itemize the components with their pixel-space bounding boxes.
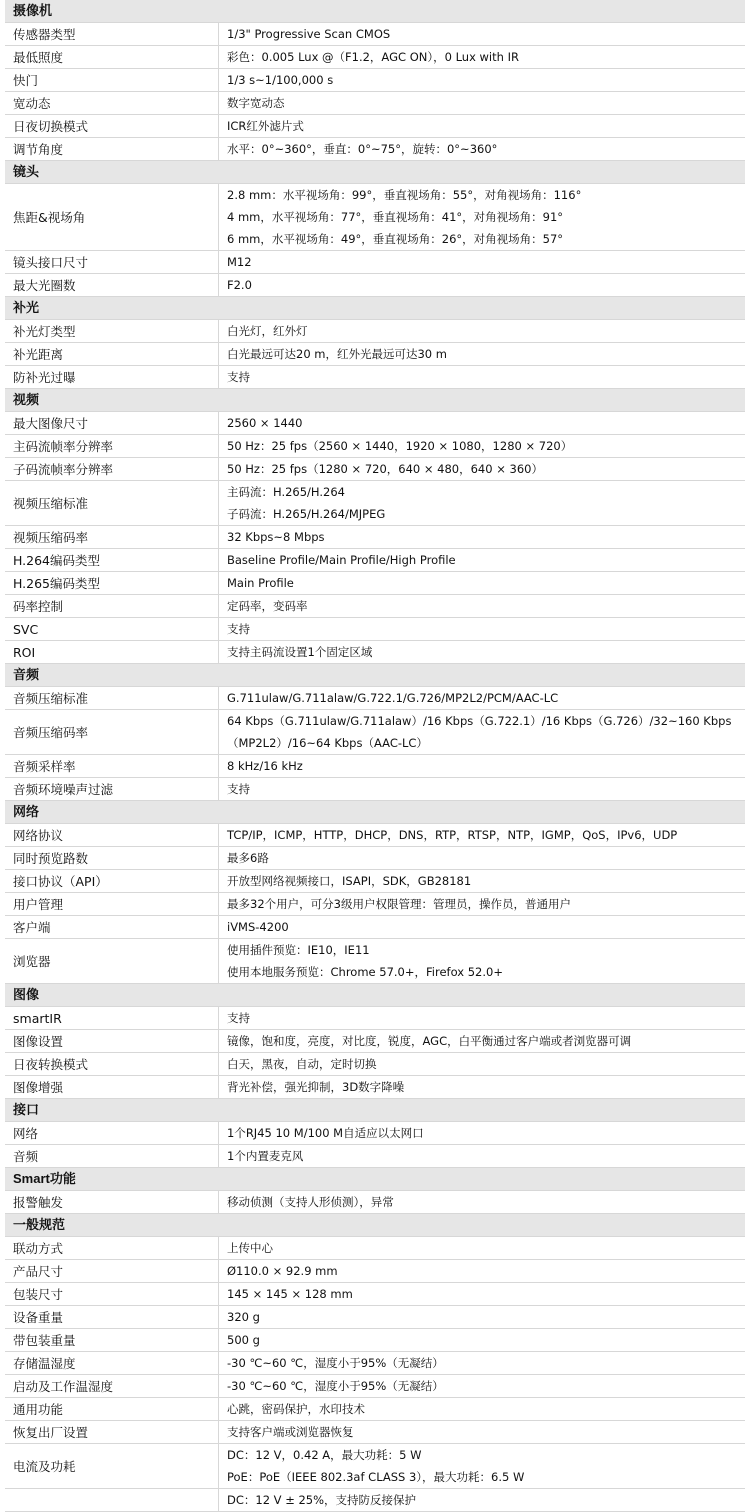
spec-value-line: 开放型网络视频接口，ISAPI，SDK，GB28181 <box>227 874 472 888</box>
spec-row <box>5 870 745 893</box>
spec-value <box>219 939 745 983</box>
spec-row <box>5 824 745 847</box>
spec-label: 报警触发 <box>5 1191 219 1213</box>
spec-value <box>219 251 745 273</box>
spec-value-line: 数字宽动态 <box>227 96 285 110</box>
spec-label: 最大光圈数 <box>5 274 219 296</box>
spec-value <box>219 641 745 663</box>
spec-row <box>5 1076 745 1099</box>
spec-value-line: 白天，黑夜，自动，定时切换 <box>227 1057 377 1071</box>
spec-label: 防补光过曝 <box>5 366 219 388</box>
spec-label: 带包装重量 <box>5 1329 219 1351</box>
spec-row <box>5 1306 745 1329</box>
spec-value-line: 移动侦测（支持人形侦测），异常 <box>227 1195 394 1209</box>
spec-value-line: 主码流：H.265/H.264 <box>227 485 345 499</box>
spec-value <box>219 138 745 160</box>
spec-value <box>219 1489 745 1511</box>
spec-row <box>5 366 745 389</box>
spec-value <box>219 115 745 137</box>
spec-row <box>5 1191 745 1214</box>
spec-row <box>5 687 745 710</box>
spec-value-line: 320 g <box>227 1310 260 1324</box>
spec-value <box>219 1260 745 1282</box>
spec-value-line: TCP/IP，ICMP，HTTP，DHCP，DNS，RTP，RTSP，NTP，IGMP，QoS，IPv6，UDP <box>227 828 678 842</box>
section-title: 音频 <box>13 667 40 682</box>
spec-value-line: 145 × 145 × 128 mm <box>227 1287 353 1301</box>
spec-value-line: 8 kHz/16 kHz <box>227 759 303 773</box>
spec-value-line: 白光最远可达20 m，红外光最远可达30 m <box>227 347 447 361</box>
spec-label: 补光距离 <box>5 343 219 365</box>
section-title: Smart功能 <box>13 1171 76 1186</box>
spec-row <box>5 138 745 161</box>
spec-value-line: DC：12 V ± 25%，支持防反接保护 <box>227 1493 417 1507</box>
section-header <box>5 0 745 23</box>
spec-label: smartIR <box>5 1007 219 1029</box>
spec-label: 焦距&视场角 <box>5 184 219 250</box>
spec-label: 传感器类型 <box>5 23 219 45</box>
spec-label: 接口协议（API） <box>5 870 219 892</box>
spec-row <box>5 755 745 778</box>
spec-label: 码率控制 <box>5 595 219 617</box>
spec-label: 用户管理 <box>5 893 219 915</box>
section-title: 摄像机 <box>13 3 53 18</box>
spec-value <box>219 1076 745 1098</box>
spec-row <box>5 916 745 939</box>
spec-value-line: Main Profile <box>227 576 294 590</box>
spec-label: 视频压缩码率 <box>5 526 219 548</box>
spec-value <box>219 23 745 45</box>
spec-value <box>219 1145 745 1167</box>
spec-value-line: 支持主码流设置1个固定区域 <box>227 645 373 659</box>
spec-label: 音频压缩码率 <box>5 710 219 754</box>
spec-value-line: M12 <box>227 255 252 269</box>
spec-value-line: 镜像，饱和度，亮度，对比度，锐度，AGC，白平衡通过客户端或者浏览器可调 <box>227 1034 632 1048</box>
spec-row <box>5 1352 745 1375</box>
spec-row <box>5 115 745 138</box>
spec-row <box>5 595 745 618</box>
spec-label: 最大图像尺寸 <box>5 412 219 434</box>
spec-value-line: 背光补偿，强光抑制，3D数字降噪 <box>227 1080 405 1094</box>
spec-row <box>5 412 745 435</box>
spec-label <box>5 1489 219 1511</box>
section-title: 一般规范 <box>13 1217 66 1232</box>
spec-value-line: -30 ℃~60 ℃，湿度小于95%（无凝结） <box>227 1379 444 1393</box>
spec-value <box>219 1053 745 1075</box>
spec-label: 日夜切换模式 <box>5 115 219 137</box>
spec-value <box>219 184 745 250</box>
section-header <box>5 664 745 687</box>
spec-value <box>219 549 745 571</box>
spec-row <box>5 572 745 595</box>
spec-label: 电流及功耗 <box>5 1444 219 1488</box>
spec-value <box>219 710 745 754</box>
spec-value <box>219 412 745 434</box>
section-header <box>5 984 745 1007</box>
section-title: 镜头 <box>13 164 40 179</box>
spec-row <box>5 1122 745 1145</box>
spec-value <box>219 1421 745 1443</box>
spec-value-line: 使用本地服务预览：Chrome 57.0+，Firefox 52.0+ <box>227 965 503 979</box>
spec-label: 宽动态 <box>5 92 219 114</box>
spec-value-line: 1/3 s~1/100,000 s <box>227 73 334 87</box>
spec-row <box>5 1145 745 1168</box>
spec-value-line: 上传中心 <box>227 1241 273 1255</box>
spec-value-line: 1个RJ45 10 M/100 M自适应以太网口 <box>227 1126 424 1140</box>
spec-label: 子码流帧率分辨率 <box>5 458 219 480</box>
spec-value <box>219 687 745 709</box>
spec-label: 镜头接口尺寸 <box>5 251 219 273</box>
spec-label: 图像增强 <box>5 1076 219 1098</box>
spec-label: 图像设置 <box>5 1030 219 1052</box>
spec-label: H.265编码类型 <box>5 572 219 594</box>
spec-label: 浏览器 <box>5 939 219 983</box>
spec-value-line: 定码率，变码率 <box>227 599 308 613</box>
spec-value-line: 水平：0°~360°，垂直：0°~75°，旋转：0°~360° <box>227 142 498 156</box>
spec-value-line: 4 mm，水平视场角：77°，垂直视场角：41°，对角视场角：91° <box>227 210 564 224</box>
spec-row <box>5 618 745 641</box>
spec-value-line: 支持 <box>227 370 250 384</box>
section-header <box>5 1168 745 1191</box>
section-header <box>5 389 745 412</box>
spec-label: ROI <box>5 641 219 663</box>
spec-value <box>219 1030 745 1052</box>
spec-value-line: 1/3" Progressive Scan CMOS <box>227 27 391 41</box>
section-title: 网络 <box>13 804 40 819</box>
spec-row <box>5 1489 745 1512</box>
spec-value <box>219 618 745 640</box>
spec-value-line: 白光灯，红外灯 <box>227 324 308 338</box>
spec-value <box>219 69 745 91</box>
spec-value-line: 1个内置麦克风 <box>227 1149 304 1163</box>
spec-value <box>219 1398 745 1420</box>
spec-label: 主码流帧率分辨率 <box>5 435 219 457</box>
spec-row <box>5 274 745 297</box>
spec-value <box>219 1329 745 1351</box>
spec-value-line: 支持 <box>227 622 250 636</box>
section-title: 图像 <box>13 987 40 1002</box>
spec-value-line: Ø110.0 × 92.9 mm <box>227 1264 338 1278</box>
spec-value <box>219 46 745 68</box>
section-header <box>5 1099 745 1122</box>
spec-row <box>5 343 745 366</box>
spec-label: 音频环境噪声过滤 <box>5 778 219 800</box>
spec-value-line: 32 Kbps~8 Mbps <box>227 530 325 544</box>
spec-value <box>219 92 745 114</box>
spec-label: 启动及工作温湿度 <box>5 1375 219 1397</box>
spec-value <box>219 1352 745 1374</box>
spec-value-line: 最多6路 <box>227 851 269 865</box>
spec-value <box>219 1375 745 1397</box>
spec-row <box>5 46 745 69</box>
spec-row <box>5 458 745 481</box>
spec-row <box>5 251 745 274</box>
spec-value <box>219 481 745 525</box>
spec-row <box>5 1053 745 1076</box>
spec-label: 联动方式 <box>5 1237 219 1259</box>
spec-label: 视频压缩标准 <box>5 481 219 525</box>
spec-value <box>219 916 745 938</box>
spec-label: 快门 <box>5 69 219 91</box>
spec-value <box>219 847 745 869</box>
spec-row <box>5 23 745 46</box>
section-header <box>5 297 745 320</box>
spec-value-line: ICR红外滤片式 <box>227 119 304 133</box>
section-title: 接口 <box>13 1102 40 1117</box>
spec-value-line: G.711ulaw/G.711alaw/G.722.1/G.726/MP2L2/PCM/AAC-LC <box>227 691 559 705</box>
spec-row <box>5 1421 745 1444</box>
spec-value-line: 50 Hz：25 fps（1280 × 720，640 × 480，640 × 360） <box>227 462 543 476</box>
spec-value <box>219 1122 745 1144</box>
spec-value <box>219 366 745 388</box>
spec-row <box>5 847 745 870</box>
spec-value-line: 支持 <box>227 1011 250 1025</box>
spec-value-line: 子码流：H.265/H.264/MJPEG <box>227 507 386 521</box>
spec-row <box>5 320 745 343</box>
spec-label: 恢复出厂设置 <box>5 1421 219 1443</box>
section-title: 补光 <box>13 300 40 315</box>
spec-value <box>219 526 745 548</box>
spec-label: 音频采样率 <box>5 755 219 777</box>
spec-label: 最低照度 <box>5 46 219 68</box>
spec-value-line: 6 mm，水平视场角：49°，垂直视场角：26°，对角视场角：57° <box>227 232 564 246</box>
spec-value-line: iVMS-4200 <box>227 920 289 934</box>
spec-row <box>5 1283 745 1306</box>
spec-label: 日夜转换模式 <box>5 1053 219 1075</box>
spec-label: SVC <box>5 618 219 640</box>
spec-label: 包装尺寸 <box>5 1283 219 1305</box>
spec-row <box>5 481 745 526</box>
spec-row <box>5 435 745 458</box>
spec-label: H.264编码类型 <box>5 549 219 571</box>
spec-value-line: 500 g <box>227 1333 260 1347</box>
spec-value-line: 使用插件预览：IE10，IE11 <box>227 943 370 957</box>
spec-table <box>5 0 745 1512</box>
spec-value-line: F2.0 <box>227 278 252 292</box>
section-header <box>5 801 745 824</box>
spec-row <box>5 1329 745 1352</box>
spec-value-line: 50 Hz：25 fps（2560 × 1440，1920 × 1080，1280 × 720） <box>227 439 573 453</box>
spec-row <box>5 1007 745 1030</box>
spec-row <box>5 526 745 549</box>
spec-value <box>219 343 745 365</box>
spec-row <box>5 184 745 251</box>
spec-row <box>5 893 745 916</box>
spec-value <box>219 778 745 800</box>
spec-value <box>219 1306 745 1328</box>
spec-value-line: -30 ℃~60 ℃，湿度小于95%（无凝结） <box>227 1356 444 1370</box>
spec-row <box>5 1030 745 1053</box>
spec-label: 通用功能 <box>5 1398 219 1420</box>
spec-value-line: 彩色：0.005 Lux @（F1.2，AGC ON），0 Lux with IR <box>227 50 519 64</box>
spec-value <box>219 1283 745 1305</box>
spec-value <box>219 893 745 915</box>
spec-label: 同时预览路数 <box>5 847 219 869</box>
spec-value-line: 支持客户端或浏览器恢复 <box>227 1425 354 1439</box>
spec-row <box>5 710 745 755</box>
spec-value-line: PoE：PoE（IEEE 802.3af CLASS 3），最大功耗：6.5 W <box>227 1470 525 1484</box>
spec-value-line: 2560 × 1440 <box>227 416 303 430</box>
spec-label: 音频 <box>5 1145 219 1167</box>
section-header <box>5 1214 745 1237</box>
section-header <box>5 161 745 184</box>
spec-row <box>5 1237 745 1260</box>
spec-value <box>219 435 745 457</box>
spec-value <box>219 320 745 342</box>
spec-value <box>219 755 745 777</box>
spec-row <box>5 1260 745 1283</box>
spec-label: 存储温湿度 <box>5 1352 219 1374</box>
spec-value <box>219 458 745 480</box>
spec-row <box>5 778 745 801</box>
spec-label: 调节角度 <box>5 138 219 160</box>
spec-value <box>219 595 745 617</box>
spec-value <box>219 1237 745 1259</box>
spec-label: 补光灯类型 <box>5 320 219 342</box>
spec-value-line: 支持 <box>227 782 250 796</box>
spec-value <box>219 1444 745 1488</box>
spec-value-line: DC：12 V，0.42 A，最大功耗：5 W <box>227 1448 422 1462</box>
spec-value <box>219 1191 745 1213</box>
spec-label: 客户端 <box>5 916 219 938</box>
spec-label: 网络 <box>5 1122 219 1144</box>
spec-value <box>219 274 745 296</box>
spec-label: 产品尺寸 <box>5 1260 219 1282</box>
section-title: 视频 <box>13 392 40 407</box>
spec-value <box>219 572 745 594</box>
spec-value <box>219 824 745 846</box>
spec-label: 网络协议 <box>5 824 219 846</box>
spec-value-line: 最多32个用户，可分3级用户权限管理：管理员，操作员，普通用户 <box>227 897 571 911</box>
spec-value-line: 64 Kbps（G.711ulaw/G.711alaw）/16 Kbps（G.722.1）/16 Kbps（G.726）/32~160 Kbps <box>227 714 732 728</box>
spec-value-line: （MP2L2）/16~64 Kbps（AAC-LC） <box>227 736 428 750</box>
spec-row <box>5 1398 745 1421</box>
spec-row <box>5 1444 745 1489</box>
spec-value-line: 心跳，密码保护，水印技术 <box>227 1402 365 1416</box>
spec-row <box>5 69 745 92</box>
spec-row <box>5 92 745 115</box>
spec-row <box>5 1375 745 1398</box>
spec-label: 设备重量 <box>5 1306 219 1328</box>
spec-row <box>5 939 745 984</box>
spec-row <box>5 641 745 664</box>
spec-label: 音频压缩标准 <box>5 687 219 709</box>
spec-row <box>5 549 745 572</box>
spec-value <box>219 870 745 892</box>
spec-value <box>219 1007 745 1029</box>
spec-value-line: 2.8 mm：水平视场角：99°，垂直视场角：55°，对角视场角：116° <box>227 188 582 202</box>
spec-value-line: Baseline Profile/Main Profile/High Profile <box>227 553 456 567</box>
